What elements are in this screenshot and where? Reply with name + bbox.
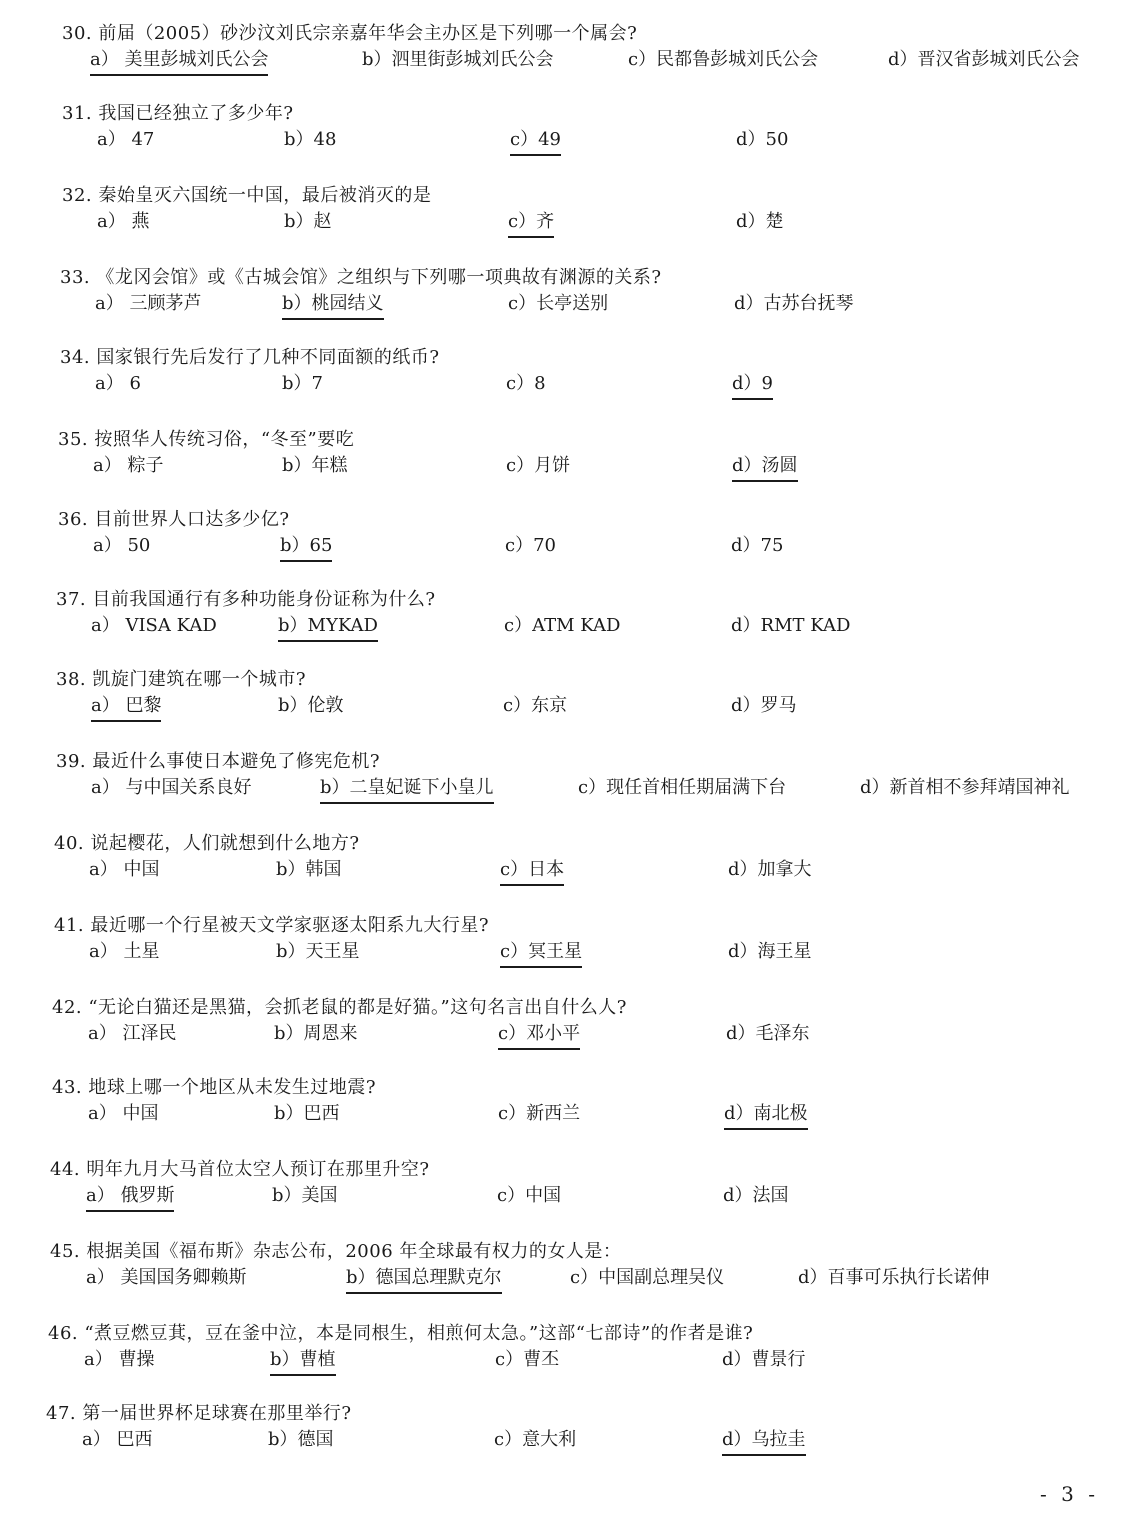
option-c: c）月饼 [506, 455, 571, 476]
option-b: b）伦敦 [278, 695, 344, 716]
option-a: a） 俄罗斯 [86, 1184, 174, 1212]
option-c: c）ATM KAD [504, 615, 621, 636]
option-a: a） 中国 [89, 859, 160, 880]
option-a: a） 中国 [88, 1103, 159, 1124]
question-39 [0, 750, 1148, 810]
option-b: b）48 [284, 129, 337, 150]
question-text: 41. 最近哪一个行星被天文学家驱逐太阳系九大行星? [54, 915, 489, 936]
question-37 [0, 588, 1148, 648]
question-43 [0, 1076, 1148, 1136]
question-text: 43. 地球上哪一个地区从未发生过地震? [52, 1077, 376, 1098]
option-b: b）德国 [268, 1429, 334, 1450]
question-42 [0, 996, 1148, 1056]
option-d: d）百事可乐执行长诺伸 [798, 1267, 990, 1288]
option-a: a） 美国国务卿赖斯 [86, 1267, 247, 1288]
question-40 [0, 832, 1148, 892]
option-c: c）中国副总理吴仪 [570, 1267, 725, 1288]
question-33 [0, 266, 1148, 326]
option-c: c）中国 [497, 1185, 562, 1206]
option-d: d）罗马 [731, 695, 797, 716]
question-35 [0, 428, 1148, 488]
option-a: a） 粽子 [93, 455, 164, 476]
option-b: b）曹植 [270, 1348, 336, 1376]
question-text: 33. 《龙冈会馆》或《古城会馆》之组织与下列哪一项典故有渊源的关系? [60, 267, 662, 288]
question-34 [0, 346, 1148, 406]
question-text: 37. 目前我国通行有多种功能身份证称为什么? [56, 589, 436, 610]
option-a: a） 巴黎 [91, 694, 161, 722]
option-b: b）美国 [272, 1185, 338, 1206]
question-46 [0, 1322, 1148, 1382]
option-b: b）泗里街彭城刘氏公会 [362, 49, 554, 70]
option-a: a） 曹操 [84, 1349, 155, 1370]
option-c: c）70 [505, 535, 556, 556]
question-45 [0, 1240, 1148, 1300]
question-text: 36. 目前世界人口达多少亿? [58, 509, 290, 530]
option-c: c）邓小平 [498, 1022, 580, 1050]
option-d: d）古苏台抚琴 [734, 293, 854, 314]
option-b: b）年糕 [282, 455, 348, 476]
option-c: c）东京 [503, 695, 568, 716]
option-c: c）新西兰 [498, 1103, 581, 1124]
option-d: d）75 [731, 535, 784, 556]
option-d: d）南北极 [724, 1102, 808, 1130]
option-c: c）意大利 [494, 1429, 577, 1450]
question-text: 30. 前届（2005）砂沙汶刘氏宗亲嘉年华会主办区是下列哪一个属会? [62, 23, 638, 44]
question-text: 44. 明年九月大马首位太空人预订在那里升空? [50, 1159, 430, 1180]
option-a: a） 与中国关系良好 [91, 777, 252, 798]
option-d: d）加拿大 [728, 859, 812, 880]
option-b: b）巴西 [274, 1103, 340, 1124]
option-c: c）现任首相任期届满下台 [578, 777, 787, 798]
question-44 [0, 1158, 1148, 1218]
option-b: b）德国总理默克尔 [346, 1266, 502, 1294]
option-d: d）9 [732, 372, 773, 400]
option-c: c）齐 [508, 210, 554, 238]
option-d: d）毛泽东 [726, 1023, 810, 1044]
option-d: d）法国 [723, 1185, 789, 1206]
option-b: b）二皇妃诞下小皇儿 [320, 776, 494, 804]
option-c: c）8 [506, 373, 546, 394]
option-a: a） 巴西 [82, 1429, 153, 1450]
question-30 [0, 22, 1148, 82]
option-d: d）50 [736, 129, 789, 150]
question-text: 34. 国家银行先后发行了几种不同面额的纸币? [60, 347, 440, 368]
question-text: 32. 秦始皇灭六国统一中国，最后被消灭的是 [62, 185, 432, 206]
question-36 [0, 508, 1148, 568]
option-a: a） 土星 [89, 941, 160, 962]
option-d: d）晋汉省彭城刘氏公会 [888, 49, 1080, 70]
option-d: d）海王星 [728, 941, 812, 962]
option-a: a） 燕 [97, 211, 150, 232]
option-b: b）7 [282, 373, 323, 394]
question-text: 47. 第一届世界杯足球赛在那里举行? [46, 1403, 352, 1424]
question-31 [0, 102, 1148, 162]
question-text: 38. 凯旋门建筑在哪一个城市? [56, 669, 306, 690]
option-b: b）天王星 [276, 941, 360, 962]
option-a: a） 美里彭城刘氏公会 [90, 48, 268, 76]
option-c: c）49 [510, 128, 561, 156]
option-b: b）MYKAD [278, 614, 378, 642]
option-c: c）民都鲁彭城刘氏公会 [628, 49, 819, 70]
option-a: a） 江泽民 [88, 1023, 177, 1044]
question-text: 31. 我国已经独立了多少年? [62, 103, 294, 124]
option-a: a） 50 [93, 535, 151, 556]
option-b: b）赵 [284, 211, 332, 232]
option-d: d）RMT KAD [731, 615, 851, 636]
option-d: d）曹景行 [722, 1349, 806, 1370]
option-d: d）汤圆 [732, 454, 798, 482]
option-a: a） 三顾茅芦 [95, 293, 202, 314]
option-c: c）曹丕 [495, 1349, 560, 1370]
option-c: c）长亭送别 [508, 293, 609, 314]
question-text: 40. 说起樱花，人们就想到什么地方? [54, 833, 360, 854]
option-c: c）冥王星 [500, 940, 582, 968]
question-text: 46. “煮豆燃豆萁，豆在釜中泣，本是同根生，相煎何太急。”这部“七部诗”的作者是谁? [48, 1323, 754, 1344]
question-text: 42. “无论白猫还是黑猫，会抓老鼠的都是好猫。”这句名言出自什么人? [52, 997, 627, 1018]
question-32 [0, 184, 1148, 244]
option-b: b）65 [280, 534, 332, 562]
question-47 [0, 1402, 1148, 1462]
option-b: b）韩国 [276, 859, 342, 880]
option-b: b）周恩来 [274, 1023, 358, 1044]
option-d: d）乌拉圭 [722, 1428, 806, 1456]
question-text: 39. 最近什么事使日本避免了修宪危机? [56, 751, 380, 772]
question-38 [0, 668, 1148, 728]
option-a: a） 6 [95, 373, 141, 394]
question-text: 35. 按照华人传统习俗，“冬至”要吃 [58, 429, 355, 450]
question-text: 45. 根据美国《福布斯》杂志公布，2006 年全球最有权力的女人是： [50, 1241, 622, 1262]
option-a: a） 47 [97, 129, 155, 150]
option-d: d）楚 [736, 211, 784, 232]
option-d: d）新首相不参拜靖国神礼 [860, 777, 1070, 798]
option-a: a） VISA KAD [91, 615, 217, 636]
question-41 [0, 914, 1148, 974]
option-b: b）桃园结义 [282, 292, 384, 320]
page-number: - 3 - [1040, 1482, 1099, 1506]
option-c: c）日本 [500, 858, 564, 886]
